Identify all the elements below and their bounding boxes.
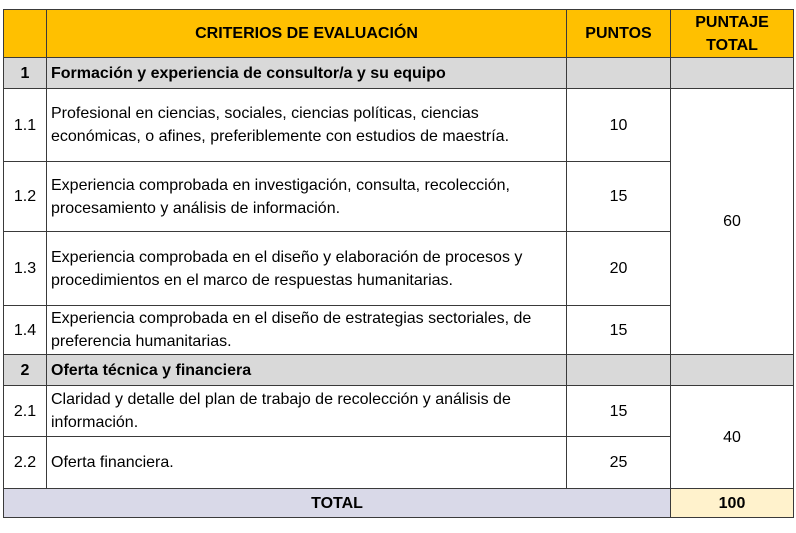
section-subtotal: 60 bbox=[671, 89, 794, 355]
section-total-cell bbox=[671, 355, 794, 386]
item-number: 2.1 bbox=[4, 386, 47, 437]
header-total-score bbox=[671, 10, 794, 58]
item-points: 10 bbox=[567, 89, 671, 162]
item-number: 1.1 bbox=[4, 89, 47, 162]
evaluation-criteria-table bbox=[3, 9, 794, 518]
header-criteria: CRITERIOS DE EVALUACIÓN bbox=[47, 10, 567, 58]
section-title: Oferta técnica y financiera bbox=[47, 355, 567, 386]
item-text: Profesional en ciencias, sociales, ciencias políticas, ciencias económicas, o afines, preferiblemente con estudios de maestría. bbox=[47, 89, 567, 162]
table-header-row bbox=[4, 10, 794, 58]
section-row bbox=[4, 355, 794, 386]
item-points: 15 bbox=[567, 306, 671, 355]
total-value: 100 bbox=[671, 489, 794, 518]
item-points: 15 bbox=[567, 162, 671, 232]
section-title: Formación y experiencia de consultor/a y su equipo bbox=[47, 58, 567, 89]
table-row bbox=[4, 89, 794, 162]
header-total-score-line2: TOTAL bbox=[706, 36, 758, 54]
item-points: 15 bbox=[567, 386, 671, 437]
section-points-cell bbox=[567, 355, 671, 386]
section-number: 1 bbox=[4, 58, 47, 89]
total-row bbox=[4, 489, 794, 518]
section-number: 2 bbox=[4, 355, 47, 386]
item-points: 20 bbox=[567, 232, 671, 306]
table-row bbox=[4, 386, 794, 437]
item-text: Claridad y detalle del plan de trabajo de recolección y análisis de información. bbox=[47, 386, 567, 437]
item-text: Experiencia comprobada en el diseño de estrategias sectoriales, de preferencia humanitarias. bbox=[47, 306, 567, 355]
item-number: 1.2 bbox=[4, 162, 47, 232]
item-text: Experiencia comprobada en investigación, consulta, recolección, procesamiento y análisis de información. bbox=[47, 162, 567, 232]
item-text: Oferta financiera. bbox=[47, 437, 567, 489]
header-total-score-line1: PUNTAJE bbox=[695, 13, 769, 31]
section-points-cell bbox=[567, 58, 671, 89]
total-label: TOTAL bbox=[4, 489, 671, 518]
item-text: Experiencia comprobada en el diseño y elaboración de procesos y procedimientos en el marco de respuestas humanitarias. bbox=[47, 232, 567, 306]
item-number: 2.2 bbox=[4, 437, 47, 489]
header-points: PUNTOS bbox=[567, 10, 671, 58]
item-number: 1.4 bbox=[4, 306, 47, 355]
section-subtotal: 40 bbox=[671, 386, 794, 489]
item-points: 25 bbox=[567, 437, 671, 489]
section-total-cell bbox=[671, 58, 794, 89]
header-number-cell bbox=[4, 10, 47, 58]
section-row bbox=[4, 58, 794, 89]
item-number: 1.3 bbox=[4, 232, 47, 306]
